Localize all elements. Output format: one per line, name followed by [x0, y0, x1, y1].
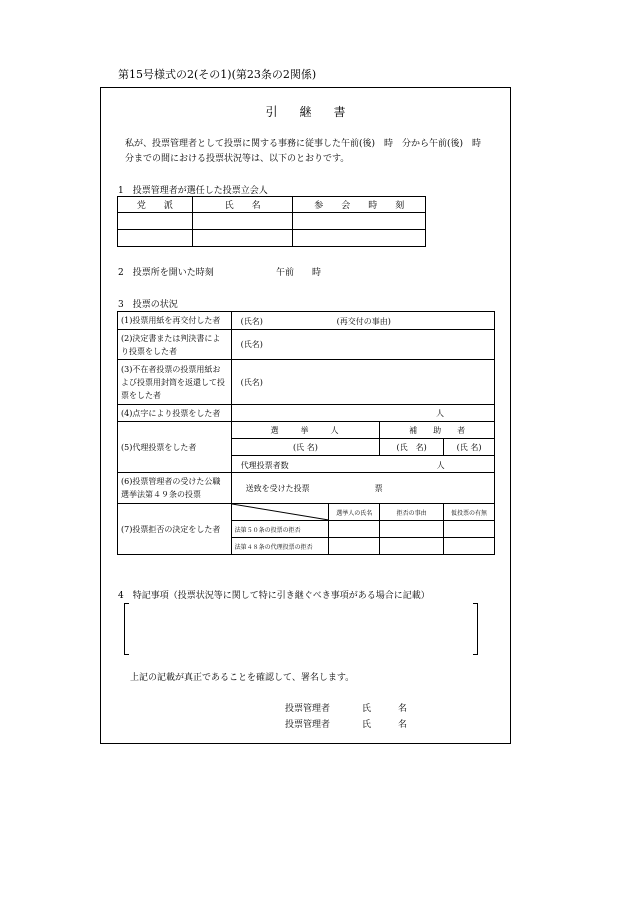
- diagonal-line: [232, 504, 329, 520]
- signature-name-2[interactable]: 氏 名: [362, 720, 408, 730]
- right-bracket: [473, 603, 478, 655]
- row7-sub-art50: 法第５０条の投票の拒否: [231, 521, 329, 538]
- row7-cell[interactable]: [380, 538, 444, 555]
- witness-cell[interactable]: [192, 230, 293, 247]
- witness-cell[interactable]: [192, 213, 293, 230]
- row2-value[interactable]: [231, 330, 494, 360]
- witness-header-name: 氏 名: [192, 197, 293, 213]
- document-title: 引継書: [265, 105, 368, 119]
- row7-label: (7)投票拒否の決定をした者: [118, 504, 232, 555]
- row6-label: (6)投票管理者の受けた公職選挙法第４９条の投票: [118, 473, 232, 504]
- row1-label: (1)投票用紙を再交付した者: [118, 312, 232, 330]
- witness-table: [117, 196, 426, 247]
- witness-header-time: 参 会 時 刻: [293, 197, 426, 213]
- row7-col-provisional: 仮投票の有無: [444, 504, 495, 521]
- row3-name: (氏名): [240, 377, 263, 387]
- row7-cell[interactable]: [329, 538, 380, 555]
- row5-count[interactable]: [231, 456, 494, 473]
- row4-unit: 人: [436, 408, 444, 418]
- row5-label: (5)代理投票をした者: [118, 422, 232, 473]
- row5-helper-header: 補 助 者: [380, 422, 495, 439]
- signature-name-1[interactable]: 氏 名: [362, 704, 408, 714]
- row1-name: (氏名): [240, 317, 263, 326]
- row7-col-reason: 拒否の事由: [380, 504, 444, 521]
- row6-unit: 票: [374, 484, 383, 493]
- row7-cell[interactable]: [329, 521, 380, 538]
- signature-role-2: 投票管理者: [285, 720, 331, 730]
- row6-text: 送致を受けた投票: [245, 484, 310, 493]
- row7-diagonal-cell: [231, 504, 329, 521]
- row6-value[interactable]: [231, 473, 494, 504]
- section4-heading: 4 特記事項（投票状況等に関して特に引き継ぐべき事項がある場合に記載）: [118, 591, 430, 601]
- special-notes-area[interactable]: [130, 605, 471, 651]
- signature-role-1: 投票管理者: [285, 704, 331, 714]
- row5-name-helper2[interactable]: (氏 名): [444, 439, 495, 456]
- section2-heading: 2 投票所を開いた時刻: [118, 268, 214, 278]
- witness-cell[interactable]: [293, 230, 426, 247]
- row5-elector-header: 選 挙 人: [231, 422, 380, 439]
- row7-cell[interactable]: [380, 521, 444, 538]
- closing-statement: 上記の記載が真正であることを確認して、署名します。: [130, 673, 355, 683]
- row7-cell[interactable]: [444, 521, 495, 538]
- row1-value[interactable]: [231, 312, 494, 330]
- witness-header-party: 党 派: [118, 197, 193, 213]
- intro-text: 私が、投票管理者として投票に関する事務に従事した午前(後) 時 分から午前(後) 時 分までの間における投票状況等は、以下のとおりです。: [125, 139, 491, 164]
- row7-col-elector: 選挙人の氏名: [329, 504, 380, 521]
- witness-cell[interactable]: [118, 213, 193, 230]
- opening-time: 午前 時: [276, 268, 322, 278]
- left-bracket: [124, 603, 129, 655]
- row5-count-unit: 人: [436, 461, 445, 470]
- row2-label: (2)決定書または判決書により投票をした者: [118, 330, 232, 360]
- form-number-label: 第15号様式の2(その1)(第23条の2関係): [118, 68, 317, 81]
- voting-status-table: [117, 311, 495, 555]
- row1-reason: (再交付の事由): [336, 317, 391, 326]
- row4-value[interactable]: [231, 405, 494, 422]
- row5-count-label: 代理投票者数: [240, 461, 289, 470]
- section1-heading: 1 投票管理者が選任した投票立会人: [118, 186, 268, 196]
- witness-cell[interactable]: [118, 230, 193, 247]
- row7-sub-art48: 法第４８条の代理投票の拒否: [231, 538, 329, 555]
- row3-label: (3)不在者投票の投票用紙および投票用封筒を返還して投票をした者: [118, 360, 232, 405]
- section3-heading: 3 投票の状況: [118, 300, 178, 310]
- witness-cell[interactable]: [293, 213, 426, 230]
- row2-name: (氏名): [240, 340, 263, 349]
- row7-cell[interactable]: [444, 538, 495, 555]
- row5-name-elector[interactable]: (氏 名): [231, 439, 380, 456]
- row5-name-helper1[interactable]: (氏 名): [380, 439, 444, 456]
- row4-label: (4)点字により投票をした者: [118, 405, 232, 422]
- row3-value[interactable]: [231, 360, 494, 405]
